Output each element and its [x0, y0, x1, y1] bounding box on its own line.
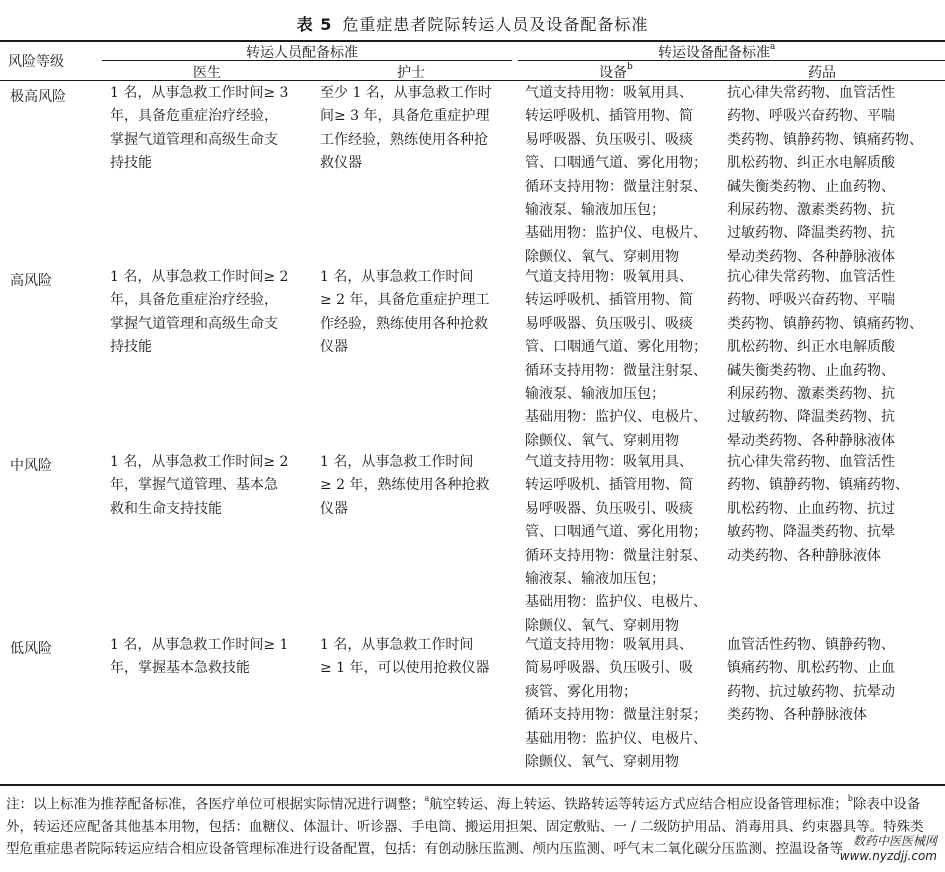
nurse-cell: 1 名，从事急救工作时间 ≥ 1 年，可以使用抢救仪器 — [320, 637, 490, 677]
nurse-cell: 1 名，从事急救工作时间 ≥ 2 年，熟练使用各种抢救 仪器 — [320, 454, 490, 517]
top-rule — [0, 40, 945, 42]
header-device — [599, 62, 633, 82]
note-part1: 注：以上标准为推荐配备标准，各医疗单位可根据实际情况进行调整； — [6, 796, 425, 813]
device-cell: 气道支持用物：吸氧用具、 简易呼吸器、负压吸引、吸 痰管、雾化用物； 循环支持用物：微量注射泵； 基础用物：监护仪、电极片、 除颤仪、氧气、穿刺用物 — [525, 637, 707, 771]
header-equipment — [658, 42, 775, 62]
drugs-cell: 血管活性药物、镇静药物、 镇痛药物、肌松药物、止血 药物、抗过敏药物、抗晕动 类药物、各种静脉液体 — [727, 637, 895, 724]
table-note — [6, 790, 936, 860]
footnote-mark-b: b — [627, 62, 633, 73]
header-risk-level: 风险等级 — [8, 54, 64, 70]
drugs-cell: 抗心律失常药物、血管活性 药物、呼吸兴奋药物、平喘 类药物、镇静药物、镇痛药物、 肌松药物、纠正水电解质酸 碱失衡类药物、止血药物、 利尿药物、激素类药物、抗 过敏药物、降温类药物、抗 晕动类药物、各种静脉液体 — [727, 85, 923, 265]
header-rule — [0, 80, 945, 81]
watermark-line2: www.nyzdjj.com — [839, 849, 937, 863]
table-label: 表 5 — [296, 15, 333, 34]
device-cell: 气道支持用物：吸氧用具、 转运呼吸机、插管用物、简 易呼吸器、负压吸引、吸痰 管、口咽通气道、雾化用物； 循环支持用物：微量注射泵、 输液泵、输液加压包； 基础用物：监护仪、电极片、 除颤仪、氧气、穿刺用物 — [525, 85, 707, 265]
note-part3: 除表中设备外，转运还应配备其他基本用物，包括：血糖仪、体温计、听诊器、手电筒、搬运用担架、固定敷贴、一 / 二级防护用品、消毒用具、约束器具等。特殊类型危重症患者院际转运应结合相应设备管理标准进行设备配置，包括：有创动脉压监测、颅内压监测、呼气末二氧化碳分压监测、控温设备等 — [6, 796, 924, 857]
header-personnel: 转运人员配备标准 — [246, 45, 358, 61]
bottom-rule — [0, 784, 945, 786]
watermark-line1: 数药中医医械网 — [852, 834, 937, 848]
footnote-mark-a: a — [770, 42, 776, 53]
doctor-cell: 1 名，从事急救工作时间≥ 2 年，掌握气道管理、基本急 救和生命支持技能 — [110, 454, 289, 517]
note-mark-a: a — [424, 794, 430, 803]
nurse-cell: 1 名，从事急救工作时间 ≥ 2 年，具备危重症护理工 作经验，熟练使用各种抢救 仪器 — [320, 269, 490, 356]
header-drugs: 药品 — [808, 65, 836, 81]
nurse-cell: 至少 1 名，从事急救工作时 间≥ 3 年，具备危重症护理 工作经验，熟练使用各种抢 救仪器 — [320, 85, 492, 172]
risk-level-cell: 极高风险 — [10, 89, 66, 105]
site-watermark — [807, 834, 937, 864]
header-device-text: 设备 — [599, 65, 627, 81]
risk-level-cell: 低风险 — [10, 641, 52, 657]
device-cell: 气道支持用物：吸氧用具、 转运呼吸机、插管用物、简 易呼吸器、负压吸引、吸痰 管、口咽通气道、雾化用物； 循环支持用物：微量注射泵、 输液泵、输液加压包； 基础用物：监护仪、电极片、 除颤仪、氧气、穿刺用物 — [525, 454, 707, 634]
risk-level-cell: 中风险 — [10, 458, 52, 474]
note-part2: 航空转运、海上转运、铁路转运等转运方式应结合相应设备管理标准； — [429, 796, 848, 813]
doctor-cell: 1 名，从事急救工作时间≥ 3 年，具备危重症治疗经验， 掌握气道管理和高级生命支 持技能 — [110, 85, 289, 172]
header-equipment-text: 转运设备配备标准 — [658, 45, 770, 61]
risk-level-cell: 高风险 — [10, 273, 52, 289]
note-mark-b: b — [847, 794, 853, 803]
doctor-cell: 1 名，从事急救工作时间≥ 1 年，掌握基本急救技能 — [110, 637, 289, 677]
doctor-cell: 1 名，从事急救工作时间≥ 2 年，具备危重症治疗经验， 掌握气道管理和高级生命支 持技能 — [110, 269, 289, 356]
table-title-text: 危重症患者院际转运人员及设备配备标准 — [342, 15, 649, 34]
drugs-cell: 抗心律失常药物、血管活性 药物、呼吸兴奋药物、平喘 类药物、镇静药物、镇痛药物、 肌松药物、纠正水电解质酸 碱失衡类药物、止血药物、 利尿药物、激素类药物、抗 过敏药物、降温类药物、抗 晕动类药物、各种静脉液体 — [727, 269, 923, 449]
header-doctor: 医生 — [193, 65, 221, 81]
device-cell: 气道支持用物：吸氧用具、 转运呼吸机、插管用物、简 易呼吸器、负压吸引、吸痰 管、口咽通气道、雾化用物； 循环支持用物：微量注射泵、 输液泵、输液加压包； 基础用物：监护仪、电极片、 除颤仪、氧气、穿刺用物 — [525, 269, 707, 449]
header-nurse: 护士 — [397, 65, 425, 81]
drugs-cell: 抗心律失常药物、血管活性 药物、镇静药物、镇痛药物、 肌松药物、止血药物、抗过 敏药物、降温类药物、抗晕 动类药物、各种静脉液体 — [727, 454, 909, 564]
table-title — [0, 12, 945, 35]
